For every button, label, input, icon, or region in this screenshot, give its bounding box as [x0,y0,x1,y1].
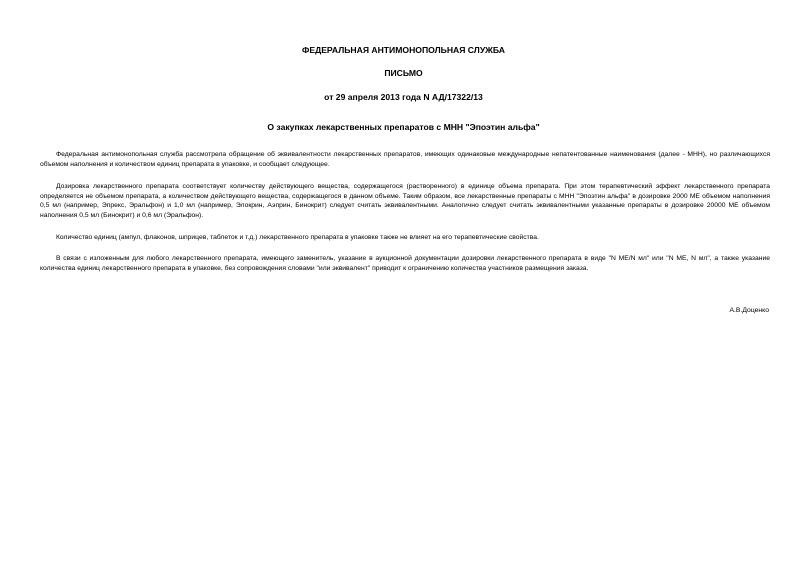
signature: А.В.Доценко [729,307,769,314]
body-paragraph-2: Дозировка лекарственного препарата соответствует количеству действующего вещества, содержащегося (растворенного) в единице объема препарата. При этом терапевтический эффект лекарственного препарата определяется не объемом препарата, а количеством действующего вещества, содержащегося в данном объеме. Таким образом, все лекарственные препараты с МНН "Эпоэтин альфа" в дозировке 2000 МЕ объемом наполнения 0,5 мл (например, Эпрекс, Эральфон) и 1,0 мл (например, Элокрин, Аэприн, Бинокрит) следует считать эквивалентными. Аналогично следует считать эквивалентными указанные препараты в дозировке 20000 МЕ объемом наполнения 0,5 мл (Бинокрит) и 0,6 мл (Эральфон). [40,183,770,219]
body-paragraph-3: Количество единиц (ампул, флаконов, шприцев, таблеток и т.д.) лекарственного препарата в упаковке также не влияет на его терапевтические свойства. [56,234,539,241]
date-number-heading: от 29 апреля 2013 года N АД/17322/13 [324,92,483,102]
document-type-heading: ПИСЬМО [384,68,423,78]
organization-heading: ФЕДЕРАЛЬНАЯ АНТИМОНОПОЛЬНАЯ СЛУЖБА [302,45,505,55]
body-paragraph-1: Федеральная антимонопольная служба рассмотрела обращение об эквивалентности лекарственных препаратов, имеющих одинаковые международные непатентованные наименования (далее - МНН), но различающихся объемом наполнения и количеством единиц препарата в упаковке, и сообщает следующее. [40,151,770,168]
subject-heading: О закупках лекарственных препаратов с МНН "Эпоэтин альфа" [267,122,540,132]
body-paragraph-4: В связи с изложенным для любого лекарственного препарата, имеющего заменитель, указание в аукционной документации дозировки лекарственного препарата в виде "N МЕ/N мл" или "N МЕ, N мл", а также указание количества единиц лекарственного препарата в упаковке, без сопровождения словами "или эквивалент" приводит к ограничению количества участников размещения заказа. [40,255,770,272]
